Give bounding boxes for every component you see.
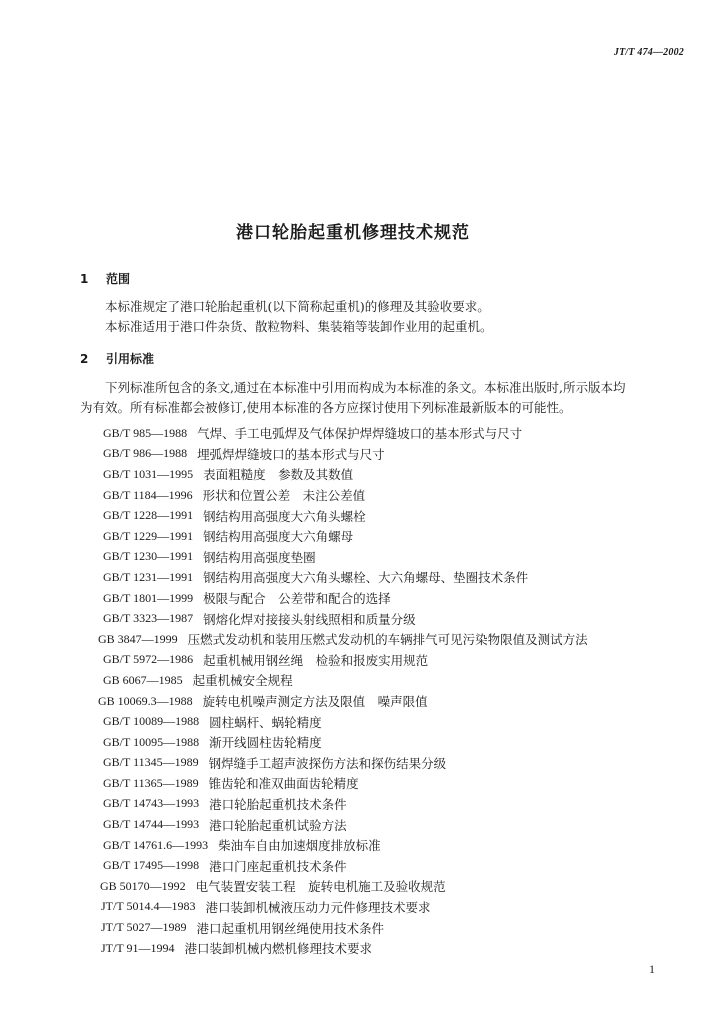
- reference-code: GB/T 11345—1989: [103, 755, 199, 770]
- page-number: 1: [649, 962, 655, 976]
- reference-code: GB/T 10089—1988: [103, 714, 200, 729]
- section-2-intro-line-1: 下列标准所包含的条文,通过在本标准中引用而构成为本标准的条文。本标准出版时,所示版本均: [105, 380, 626, 395]
- reference-item: [0, 711, 706, 732]
- reference-code: GB/T 1231—1991: [103, 569, 194, 584]
- reference-title: 港口装卸机械内燃机修理技术要求: [184, 941, 372, 957]
- reference-code: GB 3847—1999: [98, 631, 178, 646]
- reference-item: [0, 876, 706, 897]
- reference-code: GB/T 10095—1988: [103, 734, 200, 749]
- reference-title: 起重机械用钢丝绳 检验和报废实用规范: [203, 652, 429, 668]
- reference-title: 钢结构用高强度大六角螺母: [203, 529, 354, 545]
- reference-item: [0, 464, 706, 485]
- reference-item: [0, 670, 706, 691]
- reference-code: GB/T 1184—1996: [103, 487, 193, 502]
- section-2-title: 引用标准: [106, 352, 155, 366]
- reference-code: GB/T 14743—1993: [103, 796, 200, 811]
- reference-code: GB/T 1230—1991: [103, 549, 194, 564]
- reference-code: GB/T 1228—1991: [103, 508, 194, 523]
- reference-code: GB 6067—1985: [103, 672, 183, 687]
- section-1-number: 1: [80, 272, 89, 286]
- reference-title: 港口门座起重机技术条件: [209, 858, 347, 874]
- reference-title: 起重机械安全规程: [192, 673, 293, 689]
- reference-code: GB/T 17495—1998: [103, 858, 200, 873]
- reference-item: [0, 753, 706, 774]
- reference-item: [0, 855, 706, 876]
- reference-item: [0, 444, 706, 465]
- section-1-paragraph-1: 本标准规定了港口轮胎起重机(以下简称起重机)的修理及其验收要求。: [105, 299, 490, 314]
- reference-title: 钢结构用高强度大六角头螺栓、大六角螺母、垫圈技术条件: [203, 570, 529, 586]
- reference-code: GB/T 1031—1995: [103, 466, 194, 481]
- reference-item: [0, 567, 706, 588]
- reference-title: 渐开线圆柱齿轮精度: [209, 735, 322, 751]
- reference-item: [0, 835, 706, 856]
- reference-code: GB/T 14761.6—1993: [103, 837, 209, 852]
- reference-item: [0, 423, 706, 444]
- reference-item: [0, 505, 706, 526]
- reference-item: [0, 588, 706, 609]
- reference-title: 钢结构用高强度垫圈: [203, 549, 316, 565]
- reference-title: 表面粗糙度 参数及其数值: [203, 467, 354, 483]
- reference-code: GB/T 986—1988: [103, 446, 188, 461]
- reference-title: 旋转电机噪声测定方法及限值 噪声限值: [202, 694, 428, 710]
- reference-item: [0, 814, 706, 835]
- reference-title: 极限与配合 公差带和配合的选择: [203, 591, 391, 607]
- section-2-heading: [80, 350, 154, 367]
- reference-code: GB/T 3323—1987: [103, 611, 194, 626]
- reference-item: [0, 897, 706, 918]
- reference-item: [0, 547, 706, 568]
- reference-code: GB/T 1229—1991: [103, 528, 194, 543]
- reference-item: [0, 650, 706, 671]
- document-code-header: JT/T 474—2002: [613, 47, 684, 58]
- section-2-intro-line-2: 为有效。所有标准都会被修订,使用本标准的各方应探讨使用下列标准最新版本的可能性。: [80, 400, 572, 415]
- reference-item: [0, 938, 706, 959]
- reference-code: GB/T 11365—1989: [103, 775, 199, 790]
- reference-title: 形状和位置公差 未注公差值: [202, 488, 366, 504]
- reference-title: 港口起重机用钢丝绳使用技术条件: [196, 920, 384, 936]
- reference-item: [0, 794, 706, 815]
- reference-title: 压燃式发动机和装用压燃式发动机的车辆排气可见污染物限值及测试方法: [187, 632, 588, 648]
- reference-code: GB/T 5972—1986: [103, 652, 194, 667]
- reference-item: [0, 732, 706, 753]
- reference-code: GB/T 985—1988: [103, 425, 188, 440]
- reference-item: [0, 917, 706, 938]
- reference-title: 港口轮胎起重机试验方法: [209, 817, 347, 833]
- reference-item: [0, 526, 706, 547]
- reference-item: [0, 773, 706, 794]
- reference-code: JT/T 91—1994: [101, 940, 175, 955]
- reference-title: 气焊、手工电弧焊及气体保护焊焊缝坡口的基本形式与尺寸: [197, 426, 523, 442]
- reference-title: 钢熔化焊对接接头射线照相和质量分级: [203, 611, 416, 627]
- reference-title: 电气装置安装工程 旋转电机施工及验收规范: [195, 879, 446, 895]
- section-1-heading: [80, 270, 130, 287]
- section-1-paragraph-2: 本标准适用于港口件杂货、散粒物料、集装箱等装卸作业用的起重机。: [105, 319, 493, 334]
- reference-item: [0, 608, 706, 629]
- section-2-number: 2: [80, 352, 89, 366]
- reference-code: GB/T 14744—1993: [103, 817, 200, 832]
- reference-item: [0, 691, 706, 712]
- reference-title: 埋弧焊焊缝坡口的基本形式与尺寸: [197, 446, 385, 462]
- reference-code: GB 10069.3—1988: [98, 693, 193, 708]
- reference-title: 锥齿轮和准双曲面齿轮精度: [208, 776, 359, 792]
- reference-code: GB/T 1801—1999: [103, 590, 194, 605]
- reference-code: JT/T 5014.4—1983: [101, 899, 196, 914]
- reference-code: GB 50170—1992: [100, 878, 186, 893]
- reference-code: JT/T 5027—1989: [101, 920, 187, 935]
- reference-title: 圆柱蜗杆、蜗轮精度: [209, 714, 322, 730]
- reference-title: 钢焊缝手工超声波探伤方法和探伤结果分级: [208, 755, 447, 771]
- reference-title: 港口轮胎起重机技术条件: [209, 796, 347, 812]
- document-title: 港口轮胎起重机修理技术规范: [236, 223, 470, 243]
- reference-title: 钢结构用高强度大六角头螺栓: [203, 508, 366, 524]
- reference-item: [0, 629, 706, 650]
- reference-title: 港口装卸机械液压动力元件修理技术要求: [205, 899, 431, 915]
- reference-title: 柴油车自由加速烟度排放标准: [218, 838, 381, 854]
- reference-item: [0, 485, 706, 506]
- section-1-title: 范围: [106, 272, 131, 286]
- reference-list: [0, 423, 706, 958]
